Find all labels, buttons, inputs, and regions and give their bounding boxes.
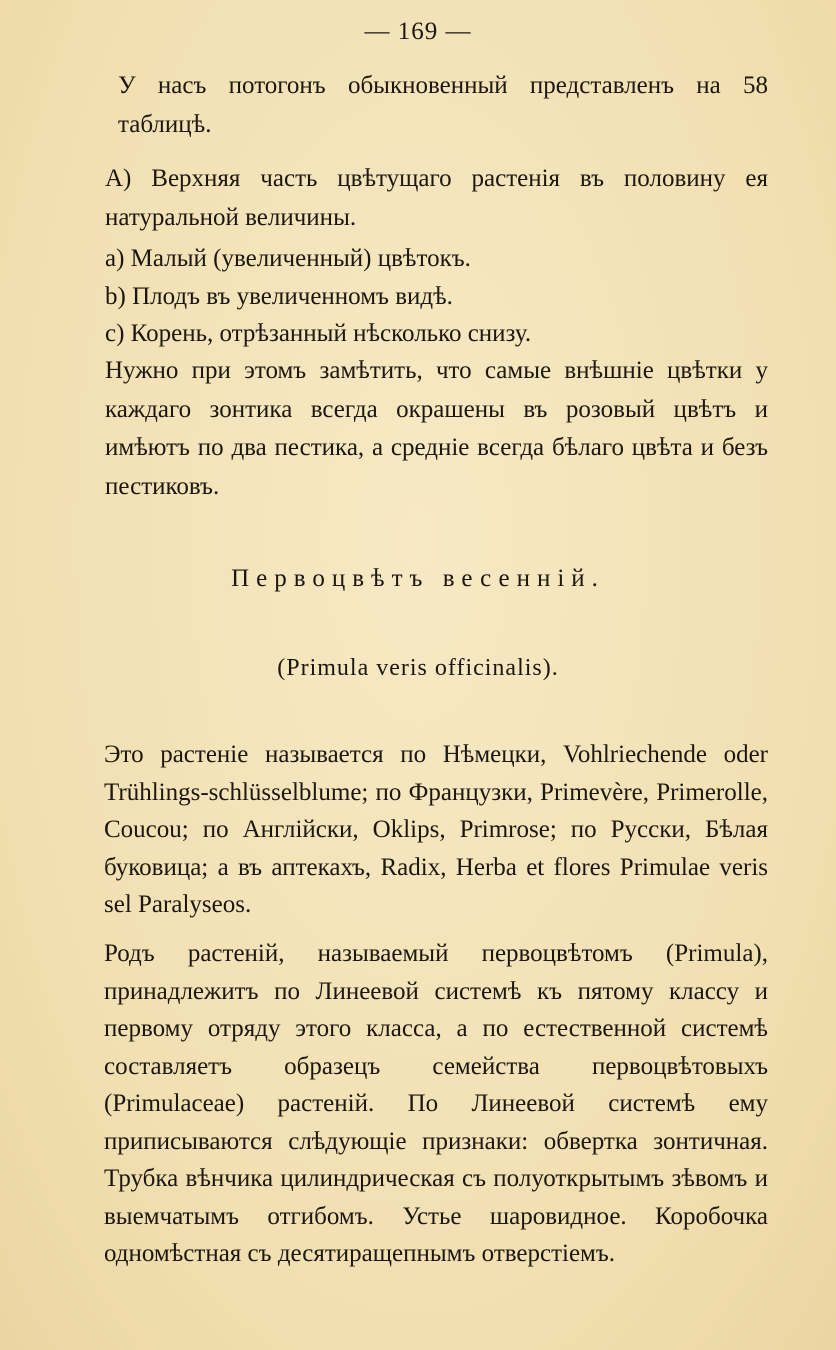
list-item: b) Плодъ въ увеличенномъ видѣ. xyxy=(105,282,453,310)
latin-name: (Primula veris officinalis). xyxy=(277,655,559,681)
names-paragraph: Это растеніе называется по Нѣмецки, Vohlriechende oder Trühlings-schlüsselblume; по Французки, Primevère, Primerolle, Coucou; по Англійски, Oklips, Primrose; по Русски, Бѣлая буковица; а въ аптекахъ, Radix, Herba et flores Primulae veris sel Paralyseos. xyxy=(104,741,768,918)
section-a-paragraph: А) Верхняя часть цвѣтущаго растенія въ половину ея натуральной величины. xyxy=(105,165,768,231)
intro-paragraph: У насъ потогонъ обыкновенный представленъ на 58 таблицѣ. xyxy=(118,72,768,138)
genus-paragraph: Родъ растеній, называемый первоцвѣтомъ (Primula), принадлежитъ по Линеевой системѣ къ пятому классу и первому отряду этого класса, а по естественной системѣ составляетъ образецъ семейства первоцвѣтовыхъ (Primulaceae) растеній. По Линеевой системѣ ему приписываются слѣдующіе признаки: обвертка зонтичная. Трубка вѣнчика цилиндрическая съ полуоткрытымъ зѣвомъ и выемчатымъ отгибомъ. Устье шаровидное. Коробочка одномѣстная съ десятиращепнымъ отверстіемъ. xyxy=(104,940,768,1267)
list-item: c) Корень, отрѣзанный нѣсколько снизу. xyxy=(105,320,532,347)
section-heading: Первоцвѣтъ весенній. xyxy=(231,565,605,592)
page-number: — 169 — xyxy=(364,18,472,45)
note-paragraph: Нужно при этомъ замѣтить, что самые внѣшніе цвѣтки у каждаго зонтика всегда окрашены въ розовый цвѣтъ и имѣютъ по два пестика, а средніе всегда бѣлаго цвѣта и безъ пестиковъ. xyxy=(105,357,768,500)
list-item: a) Малый (увеличенный) цвѣтокъ. xyxy=(105,245,471,272)
figure-list xyxy=(105,240,531,353)
